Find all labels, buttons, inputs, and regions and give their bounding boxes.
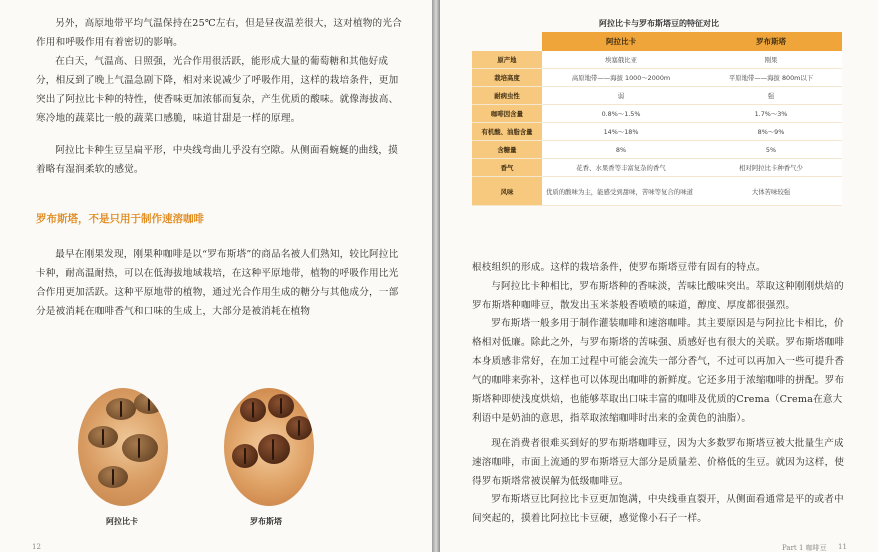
left-page: [0, 0, 432, 552]
row-label: 栽培高度: [472, 69, 542, 87]
comparison-table: [472, 32, 842, 206]
table-row: [472, 87, 842, 105]
right-page: [440, 0, 878, 552]
footer-part-label: Part 1 咖啡豆: [782, 544, 827, 552]
arabica-cell: 8%: [542, 141, 700, 159]
robusta-cell: 强: [700, 87, 842, 105]
arabica-cell: 花香、水果香等丰富复杂的香气: [542, 159, 700, 177]
arabica-cell: 弱: [542, 87, 700, 105]
row-label: 原产地: [472, 51, 542, 69]
robusta-cell: 1.7%～3%: [700, 105, 842, 123]
arabica-beans-photo: [78, 388, 168, 506]
robusta-cell: 平原地带——海拔 800m以下: [700, 69, 842, 87]
header-arabica: 阿拉比卡: [542, 32, 700, 51]
table-row: [472, 177, 842, 206]
right-paragraph-5: 罗布斯塔豆比阿拉比卡豆更加饱满，中央线垂直裂开，从侧面看通常是平的或者中间突起的，摸着比阿拉比卡豆硬，感觉像小石子一样。: [472, 494, 844, 524]
right-paragraph-3: 罗布斯塔一般多用于制作灌装咖啡和速溶咖啡。其主要原因是与阿拉比卡相比，价格相对低廉。除此之外，与罗布斯塔的苦味强、质感好也有很大的关联。罗布斯塔咖啡本身质感非常好，在加工过程中可能会流失一部分香气，不过可以再加入一些可提升香气的咖啡来弥补，这样也可以体现出咖啡的新鲜度。它还多用于浓缩咖啡的拼配。罗布斯塔种即使浅度烘焙，也能够萃取出口味丰富的咖啡及优质的Crema（Crema在意大利语中是奶油的意思，指萃取浓缩咖啡时出来的金黄色的油脂）。: [472, 318, 845, 424]
table-row: [472, 123, 842, 141]
section-heading: 罗布斯塔，不是只用于制作速溶咖啡: [36, 213, 204, 225]
table-title: 阿拉比卡与罗布斯塔豆的特征对比: [599, 19, 719, 28]
table-row: [472, 141, 842, 159]
table-header-row: [472, 32, 842, 51]
header-blank: [472, 32, 542, 51]
arabica-caption: 阿拉比卡: [106, 517, 138, 526]
arabica-cell: 0.8%～1.5%: [542, 105, 700, 123]
robusta-cell: 相对阿拉比卡种香气少: [700, 159, 842, 177]
row-label: 耐病虫性: [472, 87, 542, 105]
row-label: 风味: [472, 177, 542, 206]
table-row: [472, 69, 842, 87]
table-row: [472, 105, 842, 123]
left-page-number: 12: [32, 543, 41, 551]
left-paragraph-3: 阿拉比卡种生豆呈扁平形，中央线弯曲儿乎没有空隙。从侧面看蜿蜒的曲线，摸着略有湿润柔软的感觉。: [36, 145, 398, 175]
right-page-number: 11: [838, 543, 847, 551]
robusta-cell: 5%: [700, 141, 842, 159]
row-label: 咖啡因含量: [472, 105, 542, 123]
left-paragraph-1: 另外，高原地带平均气温保持在25℃左右，但是昼夜温差很大，这对植物的光合作用和呼吸作用有着密切的影响。: [36, 18, 402, 48]
row-label: 香气: [472, 159, 542, 177]
robusta-cell: 大体苦味较强: [700, 177, 842, 206]
right-paragraph-1: 根枝组织的形成。这样的栽培条件，使罗布斯塔豆带有固有的特点。: [472, 262, 766, 273]
table-row: [472, 159, 842, 177]
row-label: 含糖量: [472, 141, 542, 159]
header-robusta: 罗布斯塔: [700, 32, 842, 51]
robusta-caption: 罗布斯塔: [250, 517, 282, 526]
book-gutter: [432, 0, 440, 552]
left-section-paragraph: 最早在刚果发现，刚果种咖啡是以“罗布斯塔”的商品名被人们熟知，较比阿拉比卡种，耐高温耐热，可以在低海拔地域栽培，在这种平原地带，植物的呼吸作用比光合作用更加活跃。这种平原地带的植物，通过光合作用生成的糖分与其他成分，一部分是被消耗在咖啡香气和口味的生成上，大部分是被消耗在植物: [36, 249, 399, 317]
table-row: [472, 51, 842, 69]
right-paragraph-2: 与阿拉比卡种相比，罗布斯塔种的香味淡，苦味比酸味突出。萃取这种刚刚烘焙的罗布斯塔种咖啡豆，散发出玉米茶般香喷喷的味道，醇度、厚度都很强烈。: [472, 281, 844, 311]
arabica-cell: 高原地带——海拔 1000～2000m: [542, 69, 700, 87]
arabica-cell: 埃塞俄比亚: [542, 51, 700, 69]
arabica-cell: 优质的酸味为主，能感受到甜味，苦味等复合的味道: [542, 177, 700, 206]
robusta-cell: 刚果: [700, 51, 842, 69]
robusta-cell: 8%～9%: [700, 123, 842, 141]
robusta-beans-photo: [224, 388, 314, 506]
left-paragraph-2: 在白天，气温高、日照强，光合作用很活跃，能形成大量的葡萄糖和其他好成分，相反到了晚上气温急剧下降，相对来说减少了呼吸作用，这样的栽培条件，更加突出了阿拉比卡种的特性，使香味更加浓郁而复杂，产生优质的酸味。就像海拔高、寒冷地的蔬菜比一般的蔬菜口感脆，味道甘甜是一样的原理。: [36, 56, 399, 124]
right-paragraph-4: 现在消费者很难买到好的罗布斯塔咖啡豆，因为大多数罗布斯塔豆被大批量生产成速溶咖啡，市面上流通的罗布斯塔豆大部分是质量差、价格低的生豆。就因为这样，使得罗布斯塔常被误解为低级咖啡豆。: [472, 438, 845, 487]
row-label: 有机酸、油脂含量: [472, 123, 542, 141]
arabica-cell: 14%～18%: [542, 123, 700, 141]
